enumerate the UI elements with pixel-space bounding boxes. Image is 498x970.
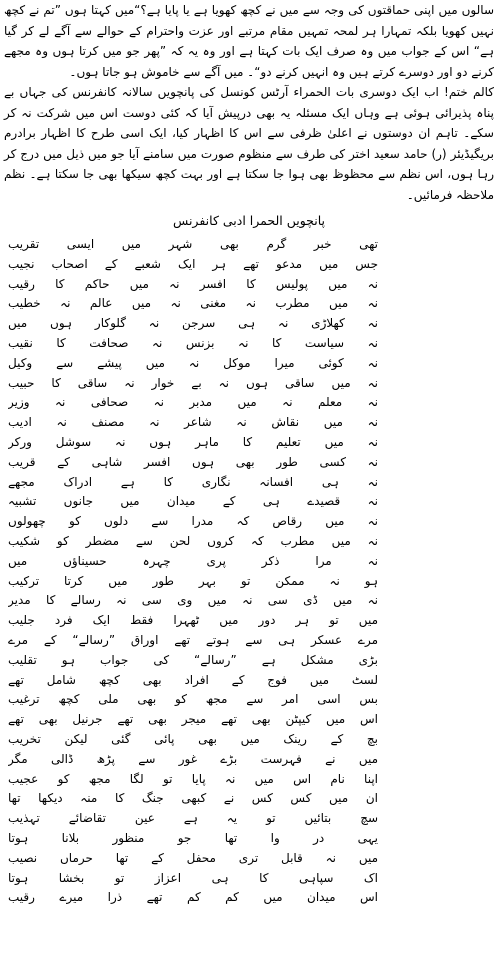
poem-line: نہ ہی افسانہ نگاری کا ہے ادراک مجھے <box>8 474 378 489</box>
poem-line: نہ میں رقاص کہ مدرا سے دلوں کو چھولوں <box>8 514 378 529</box>
poem-line: نہ میں مطرب نہ مغنی نہ میں عالم نہ خطیب <box>8 296 378 311</box>
poem-line: سچ بتائیں تو یہ ہے عین تقاضائے تہذیب <box>8 811 378 826</box>
poem-line: اپنا نام اس میں نہ پایا تو لگا مجھ کو عجیب <box>8 771 378 786</box>
poem-line: تھی خبر گرم بھی شہر میں ایسی تقریب <box>8 237 378 251</box>
poem-line: بچ کے رینک میں بھی پائی گئی لیکن تخریب <box>8 731 378 746</box>
poem-line: اس میں کیپٹن بھی تھے میجر بھی تھے جرنیل بھی تھے <box>8 712 378 727</box>
poem-line: ان میں کس کس نے کبھی جنگ کا منہ دیکھا تھا <box>8 791 378 806</box>
poem-line: نہ کھلاڑی نہ ہی سرجن نہ گلوکار ہوں میں <box>8 316 378 331</box>
poem-line: نہ مرا ذکر پری چہرہ حسیناؤں میں <box>8 553 378 568</box>
poem-line: نہ قصیدے ہی کے میدان میں جانوں تشبیہ <box>8 494 378 509</box>
poem-line: بڑی مشکل ہے ”رسالے“ کی جواب ہو تقلیب <box>8 652 378 667</box>
paragraph-1: سالوں میں اپنی حماقتوں کی وجہ سے میں نے کچھ کھویا ہے یا پایا ہے؟“میں کہتا ہوں ”تم نے کچھ نہیں کھویا بلکہ تمہارا ہر لمحہ تمہیں مقام مرتبے اور عزت واحترام کے حوالے سے آگے لے کر گیا ہے“ اس کے جواب میں وہ صرف ایک بات کہتا ہے اور وہ یہ کہ ”پھر جو میں کرتا ہوں وہ مجھے کرنے دو اور دوسرے کرتے ہیں وہ انہیں کرنے دو“۔ میں آگے سے خاموش ہو جاتا ہوں۔ <box>4 3 494 79</box>
poem-line: نہ معلم نہ میں مدبر نہ صحافی نہ وزیر <box>8 395 378 410</box>
poem-line: لسٹ میں فوج کے افراد بھی کچھ شامل تھے <box>8 672 378 687</box>
poem-line: نہ میں ساقی ہوں نہ بے خوار نہ ساقی کا حبیب <box>8 375 378 390</box>
poem <box>8 235 378 908</box>
poem-line: میں نے فہرست بڑے غور سے پڑھ ڈالی مگر <box>8 751 378 766</box>
poem-line: نہ میں ڈی سی نہ میں وی سی نہ رسالے کا مدیر <box>8 593 378 608</box>
poem-line: میں تو ہر دور میں ٹھہرا فقط ایک فرد جلیب <box>8 613 378 628</box>
poem-line: ہو نہ ممکن تو بہر طور میں کرتا ترکیب <box>8 573 378 588</box>
paragraph-2: کالم ختم! اب ایک دوسری بات الحمراء آرٹس کونسل کی پانچویں سالانہ کانفرنس کی جہاں بے پناہ پذیرائی ہوئی ہے وہاں ایک مسئلہ یہ بھی درپیش آیا کہ کئی دوست اس میں شرکت نہ کر سکے۔ تاہم ان دوستوں نے اعلیٰ ظرفی سے اس کا اظہار کیا، ایک اسی طرح کا اظہار برادرم بریگیڈیئر (ر) حامد سعید اختر کی طرف سے منظوم صورت میں سامنے آیا جو میں ذیل میں درج کر رہا ہوں، اس نظم سے محظوظ بھی ہوا جا سکتا ہے اور بہت کچھ سیکھا بھی جا سکتا ہے۔ نظم ملاحظہ فرمائیں۔ <box>4 85 494 202</box>
poem-line: یہی در وا تھا جو منظور بلانا ہوتا <box>8 830 378 845</box>
poem-line: جس میں مدعو تھے ہر ایک شعبے کے اصحاب نجیب <box>8 256 378 271</box>
poem-line: مرے عسکر ہی سے ہوتے تھے اوراق ”رسالے“ کے مرے <box>8 632 378 647</box>
poem-line: نہ میں پولیس کا افسر نہ میں حاکم کا رقیب <box>8 276 378 291</box>
poem-line: نہ میں تعلیم کا ماہر ہوں نہ سوشل ورکر <box>8 434 378 449</box>
poem-line: نہ سیاست کا نہ بزنس نہ صحافت کا نقیب <box>8 335 378 350</box>
poem-line: بس اسی امر سے مجھ کو بھی ملی کچھ ترغیب <box>8 692 378 707</box>
poem-line: اس میدان میں کم کم تھے ذرا میرے رقیب <box>8 890 378 905</box>
poem-line: نہ کسی طور بھی ہوں افسر شاہی کے قریب <box>8 454 378 469</box>
poem-line: اک سپاہی کا ہی اعزاز تو بخشا ہوتا <box>8 870 378 885</box>
poem-line: نہ میں مطرب کہ کروں لحن سے مضطر کو شکیب <box>8 533 378 548</box>
poem-line: نہ کوئی میرا موکل نہ میں پیشے سے وکیل <box>8 355 378 370</box>
article-prose <box>0 0 498 205</box>
poem-line: میں نہ قابل تری محفل کے تھا حرماں نصیب <box>8 850 378 865</box>
poem-title: پانچویں الحمرا ادبی کانفرنس <box>173 213 325 228</box>
poem-line: نہ میں نقاش نہ شاعر نہ مصنف نہ ادیب <box>8 415 378 430</box>
